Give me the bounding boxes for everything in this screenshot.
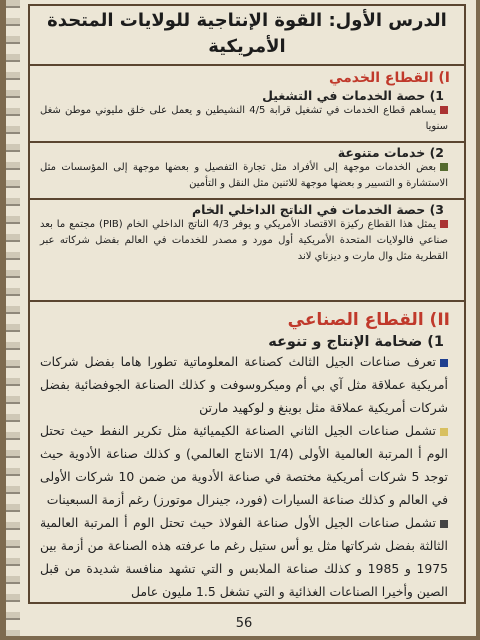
section2-subheading: 1) ضخامة الإنتاج و تنوعه (268, 334, 444, 350)
lesson-title-line2: الأمريكية (208, 36, 286, 57)
bullet-icon (440, 106, 448, 114)
lesson-title (30, 6, 464, 66)
section1-text-3: يمثل هذا القطاع ركيزة الاقتصاد الأمريكي و يوفر 4/3 الناتج الداخلي الخام (PIB) مجتمع ما بعد صناعي فالولايات المتحدة الأمريكية أول مورد و مصدر للخدمات في العالم بفضل شركاته عبر القطرية مثل وال مارت و ديزناي لاند (40, 219, 448, 262)
lesson-title-line1: الدرس الأول: القوة الإنتاجية للولايات المتحدة (47, 10, 447, 31)
industrial-sector-section (30, 300, 464, 604)
section2-paragraph-3: تشمل صناعات الجيل الأول صناعة الفولاذ حيث تحتل الوم أ المرتبة العالمية الثالثة بفضل شركاتها مثل يو أس ستيل رغم ما عرفته هذه الصناعة من أزمة بين 1975 و 1985 و كذلك صناعة الملابس و التي تشهد منافسة شديدة من قبل الصين وأخيرا الصناعات الغذائية و التي تشغل 1.5 مليون عامل (40, 515, 448, 599)
bullet-icon (440, 428, 448, 436)
page-number: 56 (235, 616, 253, 631)
service-sector-section (30, 64, 464, 286)
lesson-frame (28, 4, 466, 604)
textbook-page (6, 0, 476, 636)
section1-heading: I) القطاع الخدمي (328, 70, 450, 86)
section2-paragraph-1: تعرف صناعات الجيل الثالث كصناعة المعلوماتية تطورا هاما بفضل شركات أمريكية عملاقة مثل آي بي أم وميكروسوفت و كذلك الصناعة الجوفضائية بفضل شركات أمريكية عملاقة مثل بوينغ و لوكهيد مارتن (40, 354, 448, 415)
bullet-icon (440, 520, 448, 528)
divider (30, 141, 464, 143)
section1-subheading-3: 3) حصة الخدمات في الناتج الداخلي الخام (191, 202, 444, 217)
section2-paragraph-2: تشمل صناعات الجيل الثاني الصناعة الكيميائية مثل تكرير النفط حيث تحتل الوم أ المرتبة العالمية الأولى (1/4 الانتاج العالمي) و كذلك صناعة الأدوية حيث توجد 5 شركات أمريكية مختصة في صناعة الأدوية من ضمن 10 شركات الأولى في العالم و كذلك صناعة السيارات (فورد، جينرال موتورز) رغم أزمة السبعينات (40, 423, 449, 507)
section1-text-1: يساهم قطاع الخدمات في تشغيل قرابة 4/5 النشيطين و يعمل على خلق مليوني موطن شغل سنويا (40, 105, 448, 132)
bullet-icon (440, 163, 448, 171)
notebook-spiral (6, 0, 20, 636)
section1-subheading-2: 2) خدمات متنوعة (337, 145, 444, 160)
divider (30, 198, 464, 200)
section1-text-2: بعض الخدمات موجهة إلى الأفراد مثل تجارة التفصيل و بعضها موجهة إلى المؤسسات مثل الاستشارة و التسيير و بعضها موجهة للاثنين مثل النقل و التأمين (40, 162, 448, 189)
section1-subheading-1: 1) حصة الخدمات في التشغيل (262, 88, 444, 103)
section2-heading: II) القطاع الصناعي (287, 310, 450, 330)
bullet-icon (440, 359, 448, 367)
bullet-icon (440, 220, 448, 228)
